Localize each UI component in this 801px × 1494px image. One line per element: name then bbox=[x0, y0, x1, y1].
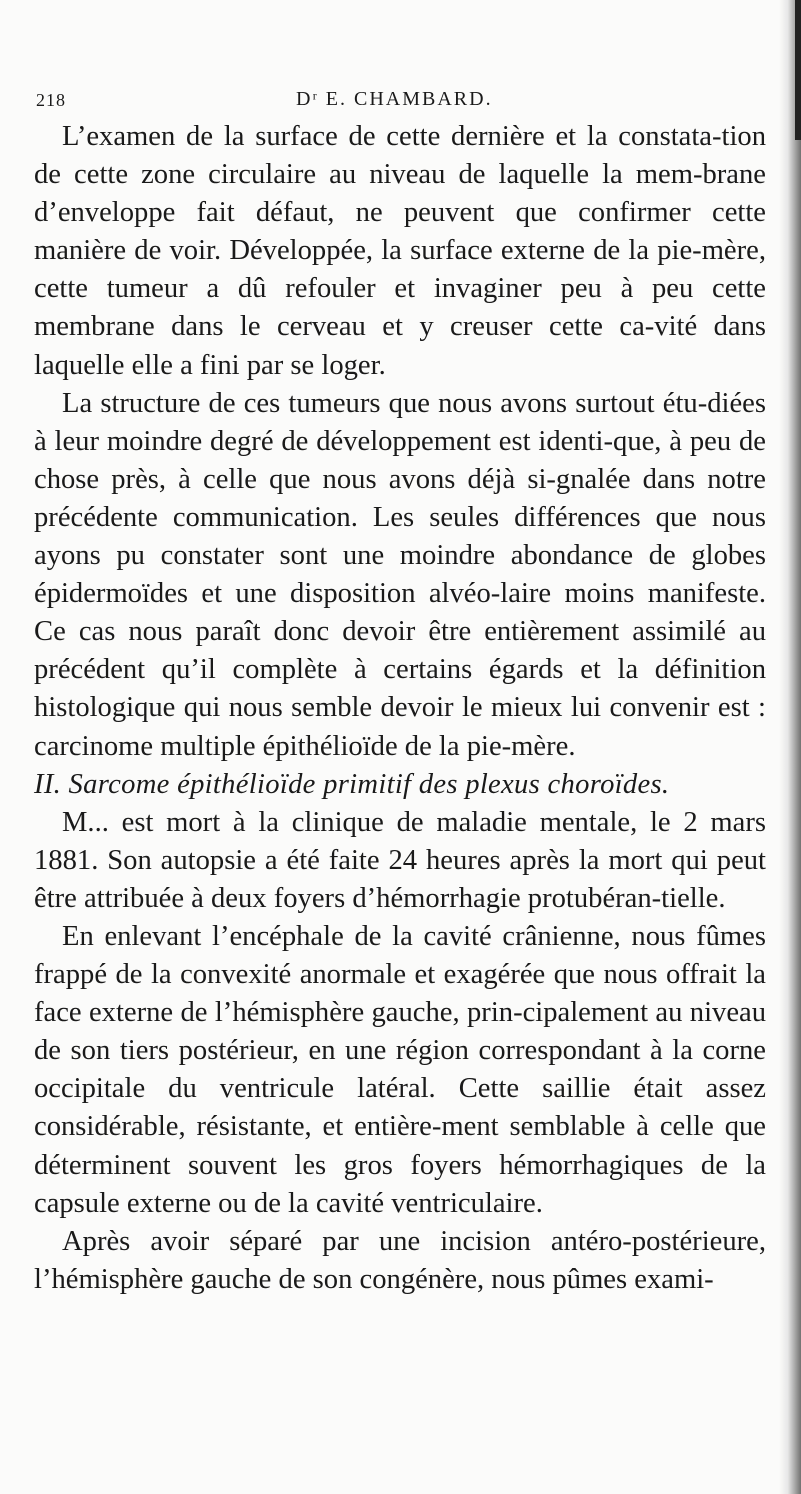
binding-edge-dark bbox=[795, 0, 801, 140]
paragraph: M... est mort à la clinique de maladie mentale, le 2 mars 1881. Son autopsie a été faite 24 heures après la mort qui peut être attribuée à deux foyers d’hémorrhagie protubéran-tielle. bbox=[34, 806, 766, 914]
paragraph: Après avoir séparé par une incision antéro-postérieure, l’hémisphère gauche de son congénère, nous pûmes exami- bbox=[34, 1225, 766, 1295]
section-title: II. Sarcome épithélioïde primitif des plexus choroïdes. bbox=[34, 768, 670, 800]
page-number: 218 bbox=[36, 90, 66, 110]
paragraph: La structure de ces tumeurs que nous avons surtout étu-diées à leur moindre degré de développement est identi-que, à peu de chose près, à celle que nous avons déjà si-gnalée dans notre précédente communication. Les seules différences que nous ayons pu constater sont une moindre abondance de globes épidermoïdes et une disposition alvéo-laire moins manifeste. Ce cas nous paraît donc devoir être entièrement assimilé au précédent qu’il complète à certains égards et la définition histologique qui nous semble devoir le mieux lui convenir est : carcinome multiple épithélioïde de la pie-mère. bbox=[34, 387, 766, 762]
running-head: Dʳ E. CHAMBARD. bbox=[296, 88, 493, 110]
paragraph: L’examen de la surface de cette dernière et la constata-tion de cette zone circulaire au niveau de laquelle la mem-brane d’enveloppe fait défaut, ne peuvent que confirmer cette manière de voir. Développée, la surface externe de la pie-mère, cette tumeur a dû refouler et invaginer peu à peu cette membrane dans le cerveau et y creuser cette ca-vité dans laquelle elle a fini par se loger. bbox=[34, 121, 766, 381]
page-header bbox=[36, 88, 756, 112]
paragraph: En enlevant l’encéphale de la cavité crânienne, nous fûmes frappé de la convexité anormale et exagérée que nous offrait la face externe de l’hémisphère gauche, prin-cipalement au niveau de son tiers postérieur, en une région correspondant à la corne occipitale du ventricule latéral. Cette saillie était assez considérable, résistante, et entière-ment semblable à celle que déterminent souvent les gros foyers hémorrhagiques de la capsule externe ou de la cavité ventriculaire. bbox=[34, 920, 766, 1219]
page-body bbox=[34, 118, 766, 1299]
binding-edge-shadow bbox=[779, 0, 801, 1494]
